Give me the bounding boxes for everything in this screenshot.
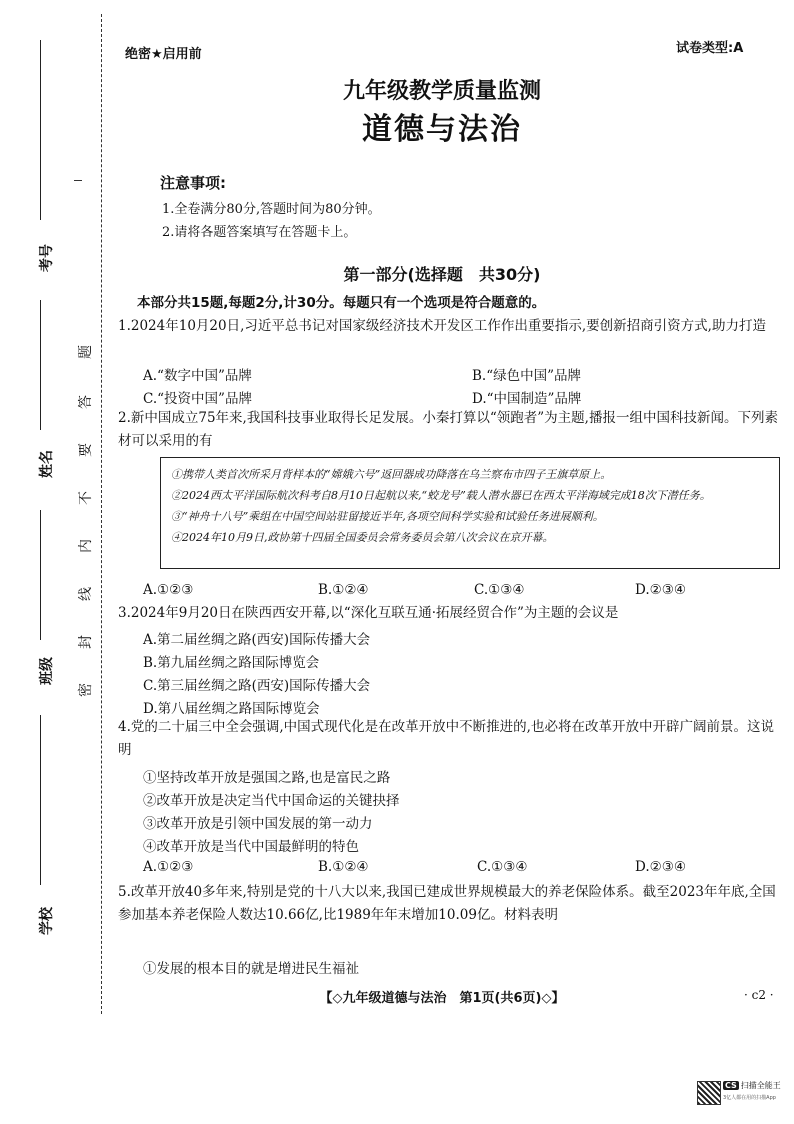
question-1-option-b: B.“绿色中国”品牌 <box>472 368 582 384</box>
scanner-logo <box>723 1080 781 1091</box>
question-2-option-d: D.②③④ <box>635 582 686 598</box>
question-3-option-c: C.第三届丝绸之路(西安)国际传播大会 <box>143 678 371 694</box>
question-4-option-c: C.①③④ <box>477 859 528 875</box>
notice-item: 2.请将各题答案填写在答题卡上。 <box>162 225 357 240</box>
notice-item: 1.全卷满分80分,答题时间为80分钟。 <box>162 202 381 217</box>
scanner-name: 扫描全能王 <box>740 1081 781 1090</box>
seal-char: 封 <box>78 635 94 649</box>
seal-mark-top <box>74 180 82 181</box>
question-3-option-b: B.第九届丝绸之路国际博览会 <box>143 655 320 671</box>
class-line <box>40 510 41 640</box>
question-1-option-c: C.“投资中国”品牌 <box>143 391 252 407</box>
material-item: ②2024西太平洋国际航次科考自8月10日起航以来,“蛟龙号”载人潜水器已在西太平洋海域完成18次下潜任务。 <box>171 489 711 502</box>
class-label: 班级 <box>39 657 55 685</box>
question-3-option-a: A.第二届丝绸之路(西安)国际传播大会 <box>143 632 371 648</box>
seal-char: 题 <box>78 345 94 359</box>
name-line <box>40 300 41 430</box>
question-4-option-a: A.①②③ <box>143 859 194 875</box>
part-description: 本部分共15题,每题2分,计30分。每题只有一个选项是符合题意的。 <box>137 295 546 311</box>
page-code: · c2 · <box>744 988 774 1002</box>
subject-title: 道德与法治 <box>362 112 522 147</box>
school-label: 学校 <box>39 907 55 935</box>
seal-char: 密 <box>78 683 94 697</box>
question-4-option-b: B.①②④ <box>318 859 369 875</box>
exam-number-label: 考号 <box>39 244 55 272</box>
part-title: 第一部分(选择题 共30分) <box>343 265 541 284</box>
material-item: ①携带人类首次所采月背样本的“嫦娥六号”返回器成功降落在乌兰察布市四子王旗草原上。 <box>171 468 612 481</box>
question-5-item: ①发展的根本目的就是增进民生福祉 <box>143 961 359 977</box>
page-footer: 【◇九年级道德与法治 第1页(共6页)◇】 <box>319 991 565 1006</box>
question-2-option-c: C.①③④ <box>474 582 525 598</box>
question-2-option-a: A.①②③ <box>143 582 194 598</box>
question-4-option-d: D.②③④ <box>635 859 686 875</box>
exam-title: 九年级教学质量监测 <box>342 79 541 104</box>
confidential-label: 绝密★启用前 <box>125 47 202 62</box>
seal-char: 线 <box>78 587 94 601</box>
question-4-item: ②改革开放是决定当代中国命运的关键抉择 <box>143 793 400 809</box>
school-line <box>40 715 41 885</box>
question-1-option-a: A.“数字中国”品牌 <box>143 368 252 384</box>
seal-char: 答 <box>78 395 94 409</box>
question-2-stem: 2.新中国成立75年来,我国科技事业取得长足发展。小秦打算以“领跑者”为主题,播报一组中国科技新闻。下列素材可以采用的有 <box>118 410 778 449</box>
question-2-option-b: B.①②④ <box>318 582 369 598</box>
question-1-option-d: D.“中国制造”品牌 <box>472 391 582 407</box>
seal-char: 不 <box>78 491 94 505</box>
scanner-logo-badge: CS <box>725 1081 737 1090</box>
seal-char: 要 <box>78 443 94 457</box>
material-item: ③“神舟十八号”乘组在中国空间站驻留接近半年,各项空间科学实验和试验任务进展顺利。 <box>171 510 604 523</box>
seal-char: 内 <box>78 539 94 553</box>
question-4-item: ③改革开放是引领中国发展的第一动力 <box>143 816 373 832</box>
question-4-item: ④改革开放是当代中国最鲜明的特色 <box>143 839 359 855</box>
question-4-stem: 4.党的二十届三中全会强调,中国式现代化是在改革开放中不断推进的,也必将在改革开放中开辟广阔前景。这说明 <box>118 719 774 758</box>
seal-dashed-line <box>101 14 102 1014</box>
question-5-stem: 5.改革开放40多年来,特别是党的十八大以来,我国已建成世界规模最大的养老保险体系。截至2023年年底,全国参加基本养老保险人数达10.66亿,比1989年年末增加10.09亿。材料表明 <box>118 884 776 923</box>
paper-type-label: 试卷类型:A <box>676 41 744 56</box>
question-2-material-box <box>160 457 780 569</box>
question-4-item: ①坚持改革开放是强国之路,也是富民之路 <box>143 770 391 786</box>
question-1-stem: 1.2024年10月20日,习近平总书记对国家级经济技术开发区工作作出重要指示,要创新招商引资方式,助力打造 <box>118 318 766 334</box>
qr-code-icon <box>697 1081 721 1105</box>
name-label: 姓名 <box>39 450 55 478</box>
material-item: ④2024年10月9日,政协第十四届全国委员会常务委员会第八次会议在京开幕。 <box>171 531 554 544</box>
notice-heading: 注意事项: <box>160 174 226 192</box>
question-3-stem: 3.2024年9月20日在陕西西安开幕,以“深化互联互通·拓展经贸合作”为主题的会议是 <box>118 605 619 621</box>
question-3-option-d: D.第八届丝绸之路国际博览会 <box>143 701 320 717</box>
scanner-tagline: 3亿人都在用的扫描App <box>723 1095 776 1101</box>
